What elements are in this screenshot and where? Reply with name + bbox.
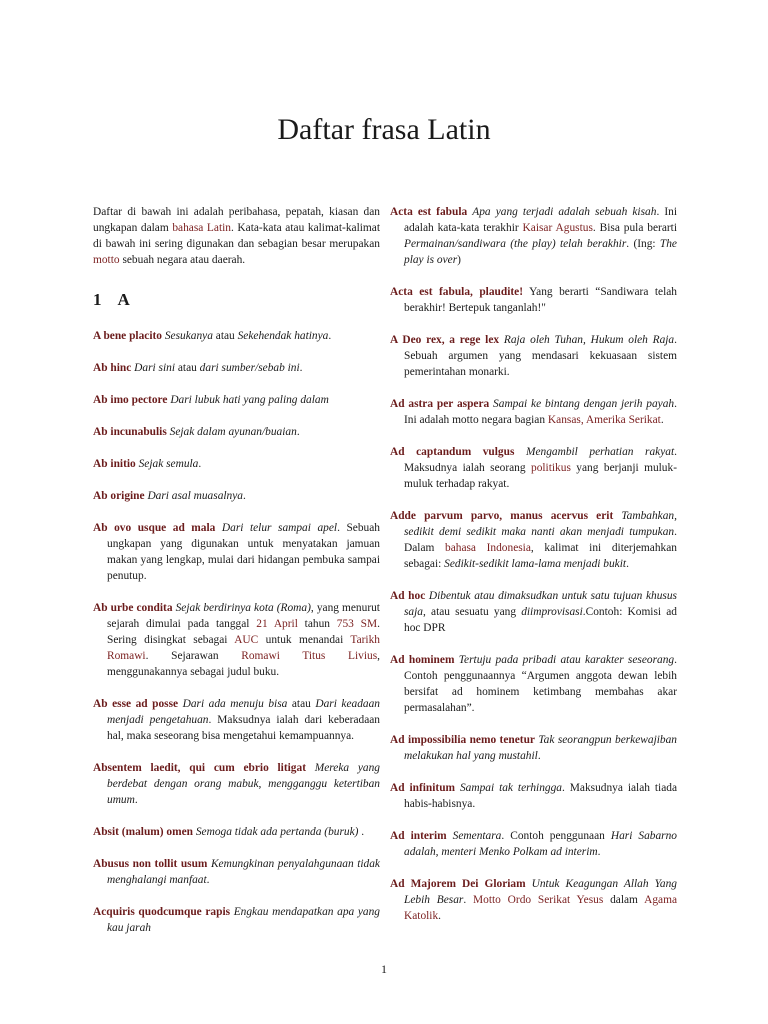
entry-text: . (Ing: (626, 238, 660, 250)
entry-gloss: Hari Sabarno adalah, menteri Menko Polkam ad interim (404, 830, 677, 858)
entry-gloss: Apa yang terjadi adalah sebuah kisah (472, 206, 657, 218)
link-titus-livius[interactable]: Romawi Titus Livius (241, 650, 378, 662)
entry-text: . (134, 794, 138, 806)
entry-ab-ovo (93, 520, 380, 584)
entry-term: Abusus non tollit usum (93, 858, 208, 870)
right-column (390, 204, 677, 940)
entry-ab-incunabulis (93, 424, 380, 440)
intro-text: sebuah negara atau daerah. (119, 254, 246, 266)
entry-ad-astra (390, 396, 677, 428)
entry-text: . (463, 894, 474, 906)
entry-gloss: Dari sini (134, 362, 175, 374)
entry-term: Ab initio (93, 458, 136, 470)
entry-text: atau (175, 362, 200, 374)
entry-gloss: Sedikit-sedikit lama-lama menjadi bukit (444, 558, 627, 570)
entry-text: . Contoh penggunaan (501, 830, 611, 842)
entry-ad-hoc (390, 588, 677, 636)
section-number: 1 (93, 290, 102, 309)
entry-text: , atau sesuatu yang (423, 606, 522, 618)
entry-a-bene-placito (93, 328, 380, 344)
entry-text: atau (212, 330, 238, 342)
entry-term: Ad Majorem Dei Gloriam (390, 878, 526, 890)
entry-ab-urbe-condita (93, 600, 380, 680)
entry-text: yang berjanji muluk-muluk terhadap rakyat. (404, 462, 677, 490)
entry-text: , kalimat ini diterjemahkan sebagai: (404, 542, 677, 570)
link-agama-katolik[interactable]: Agama Katolik (404, 894, 678, 922)
link-bahasa-latin[interactable]: bahasa Latin (172, 222, 231, 234)
entry-text: . (206, 874, 210, 886)
entry-text: . (438, 910, 442, 922)
entry-gloss: Sesukanya (164, 330, 213, 342)
link-serikat-yesus[interactable]: Motto Ordo Serikat Yesus (473, 894, 604, 906)
entry-gloss: Sejak semula (138, 458, 199, 470)
entry-gloss: Engkau mendapatkan apa yang kau jarah (107, 906, 380, 934)
entry-term: Ad astra per aspera (390, 398, 490, 410)
entry-text: atau (287, 698, 316, 710)
entry-gloss: Tambahkan, sedikit demi sedikit maka nanti akan menjadi tumpukan (404, 510, 677, 538)
entry-gloss: Dibentuk atau dimaksudkan untuk satu tujuan khusus saja (404, 590, 677, 618)
link-politikus[interactable]: politikus (531, 462, 571, 474)
entry-ad-majorem (390, 876, 677, 924)
entry-ad-infinitum (390, 780, 677, 812)
entry-gloss: Semoga tidak ada pertanda (buruk) (195, 826, 359, 838)
entry-text: . Sering disingkat sebagai (107, 618, 380, 646)
entry-ad-interim (390, 828, 677, 860)
entry-text: ) (457, 254, 461, 266)
entry-gloss: Tak seorangpun berkewajiban melakukan hal yang mustahil (404, 734, 678, 762)
entry-term: Ab ovo usque ad mala (93, 522, 216, 534)
entry-term: Ab incunabulis (93, 426, 167, 438)
entry-term: Adde parvum parvo, manus acervus erit (390, 510, 614, 522)
entry-gloss: Sampai tak terhingga (459, 782, 562, 794)
entry-gloss: Mengambil perhatian rakyat (525, 446, 675, 458)
link-tarikh-romawi[interactable]: Tarikh Romawi (107, 634, 380, 662)
entry-term: Acquiris quodcumque rapis (93, 906, 231, 918)
entry-ab-hinc (93, 360, 380, 376)
entry-term: Ad interim (390, 830, 447, 842)
entry-gloss: Dari ada menuju bisa (182, 698, 288, 710)
entry-term: Ad hominem (390, 654, 455, 666)
entry-term: Ab urbe condita (93, 602, 173, 614)
entry-absentem-laedit (93, 760, 380, 808)
entry-acta-est-fabula (390, 204, 677, 268)
entry-text: . Maksudnya ialah seorang (404, 446, 678, 474)
entry-text: . Sebuah argumen yang mendasari kekuasaan sistem pemerintahan monarki. (404, 334, 677, 378)
entry-gloss: Kemungkinan penyalahgunaan tidak menghalangi manfaat (107, 858, 380, 886)
entry-gloss: Sampai ke bintang dengan jerih payah (493, 398, 675, 410)
entry-text: . Ini adalah motto negara bagian (404, 398, 677, 426)
entry-gloss: Dari keadaan menjadi pengetahuan (107, 698, 380, 726)
entry-acta-plaudite (390, 284, 677, 316)
left-column (93, 204, 380, 952)
entry-term: Ab hinc (93, 362, 132, 374)
entry-text: . (358, 826, 365, 838)
entry-gloss: Dari lubuk hati yang paling dalam (170, 394, 329, 406)
intro-paragraph (93, 204, 380, 268)
entry-text: . Dalam (404, 526, 677, 554)
entry-term: A bene placito (93, 330, 162, 342)
intro-text: . Kata-kata atau kalimat-kalimat di bawah ini sering digunakan dan sebagian besar merupakan (93, 222, 380, 250)
entry-text: , yang menurut sejarah dimulai pada tanggal (107, 602, 380, 630)
entry-term: Acta est fabula, plaudite! (390, 286, 524, 298)
entry-gloss: Raja oleh Tuhan, Hukum oleh Raja (503, 334, 675, 346)
entry-term: Acta est fabula (390, 206, 468, 218)
entry-text: . Maksudnya ialah tiada habis-habisnya. (404, 782, 678, 810)
entry-term: Ab imo pectore (93, 394, 168, 406)
entry-ab-initio (93, 456, 380, 472)
entry-gloss: Sementara (452, 830, 502, 842)
entry-gloss: Permainan/sandiwara (the play) telah berakhir (404, 238, 627, 250)
entry-text: .Contoh: Komisi ad hoc DPR (404, 606, 677, 634)
entry-gloss: The play is over (404, 238, 677, 266)
entry-text: . Bisa pula berarti (592, 222, 677, 234)
entry-text: . (626, 558, 629, 570)
entry-text: untuk menandai (258, 634, 351, 646)
link-motto[interactable]: motto (93, 254, 120, 266)
entry-gloss: dari sumber/sebab ini (199, 362, 300, 374)
link-kansas[interactable]: Kansas, Amerika Serikat (547, 414, 661, 426)
entry-text: tahun (297, 618, 337, 630)
entry-gloss: Dari telur sampai apel (221, 522, 338, 534)
entry-ab-origine (93, 488, 380, 504)
entry-gloss: Dari asal muasalnya (147, 490, 243, 502)
entry-text: . (597, 846, 601, 858)
entry-term: Ad captandum vulgus (390, 446, 515, 458)
entry-absit-omen (93, 824, 380, 840)
entry-gloss: Sejak berdirinya kota (Roma) (175, 602, 311, 614)
entry-text: . Contoh penggunaannya “Argumen anggota dewan lebih bersifat ad hominem ketimbang membahas akar permasalahan”. (404, 654, 677, 714)
entry-term: Absentem laedit, qui cum ebrio litigat (93, 762, 306, 774)
entry-ad-hominem (390, 652, 677, 716)
entry-term: Ad hoc (390, 590, 426, 602)
entry-term: Ad impossibilia nemo tenetur (390, 734, 535, 746)
entry-text: . Maksudnya ialah dari keberadaan hal, maka seseorang bisa mengetahui kemampuannya. (107, 714, 380, 742)
page-number: 1 (381, 962, 387, 976)
entry-text: Yang berarti “Sandiwara telah berakhir! Bertepuk tanganlah!" (404, 286, 677, 314)
entry-term: A Deo rex, a rege lex (390, 334, 500, 346)
entry-text: dalam (603, 894, 645, 906)
section-heading (93, 288, 380, 312)
entry-acquiris (93, 904, 380, 936)
entry-gloss: Tertuju pada pribadi atau karakter seseorang (458, 654, 675, 666)
link-bahasa-indonesia[interactable]: bahasa Indonesia (445, 542, 531, 554)
entry-text: . (198, 458, 202, 470)
entry-term: Ab origine (93, 490, 145, 502)
entry-gloss: diimprovisasi (521, 606, 583, 618)
entry-gloss: Sekehendak hatinya (237, 330, 329, 342)
entry-gloss: Mereka yang berdebat dengan orang mabuk, mengganggu ketertiban umum (107, 762, 380, 806)
entry-text: . (660, 414, 664, 426)
entry-text: . Ini adalah kata-kata terakhir (404, 206, 678, 234)
entry-text: . (243, 490, 246, 502)
entry-adde-parvum (390, 508, 677, 572)
link-kaisar-agustus[interactable]: Kaisar Agustus (522, 222, 593, 234)
entry-term: Absit (malum) omen (93, 826, 193, 838)
section-title: A (117, 290, 130, 309)
entry-ad-impossibilia (390, 732, 677, 764)
entry-ad-captandum (390, 444, 677, 492)
entry-text: . Sebuah ungkapan yang digunakan untuk menyatakan jamuan makan yang lengkap, mulai dari hidangan pembuka sampai penutup. (107, 522, 380, 582)
entry-term: Ab esse ad posse (93, 698, 179, 710)
link-21-april[interactable]: 21 April (256, 618, 298, 630)
entry-term: Ad infinitum (390, 782, 456, 794)
entry-ab-esse (93, 696, 380, 744)
entry-text: . (299, 362, 303, 374)
entry-text: . (537, 750, 541, 762)
link-753-sm[interactable]: 753 SM (336, 618, 378, 630)
entry-abusus (93, 856, 380, 888)
intro-text: Daftar di bawah ini adalah peribahasa, pepatah, kiasan dan ungkapan dalam (93, 206, 380, 234)
entry-a-deo-rex (390, 332, 677, 380)
page-title: Daftar frasa Latin (277, 113, 491, 146)
entry-text: . (296, 426, 300, 438)
entry-text: , menggunakannya sebagai judul buku. (107, 650, 381, 678)
entry-gloss: Untuk Keagungan Allah Yang Lebih Besar (404, 878, 677, 906)
link-auc[interactable]: AUC (234, 634, 259, 646)
entry-gloss: Sejak dalam ayunan/buaian (169, 426, 297, 438)
entry-text: . (328, 330, 332, 342)
entry-text: . Sejarawan (145, 650, 242, 662)
entry-ab-imo-pectore (93, 392, 380, 408)
